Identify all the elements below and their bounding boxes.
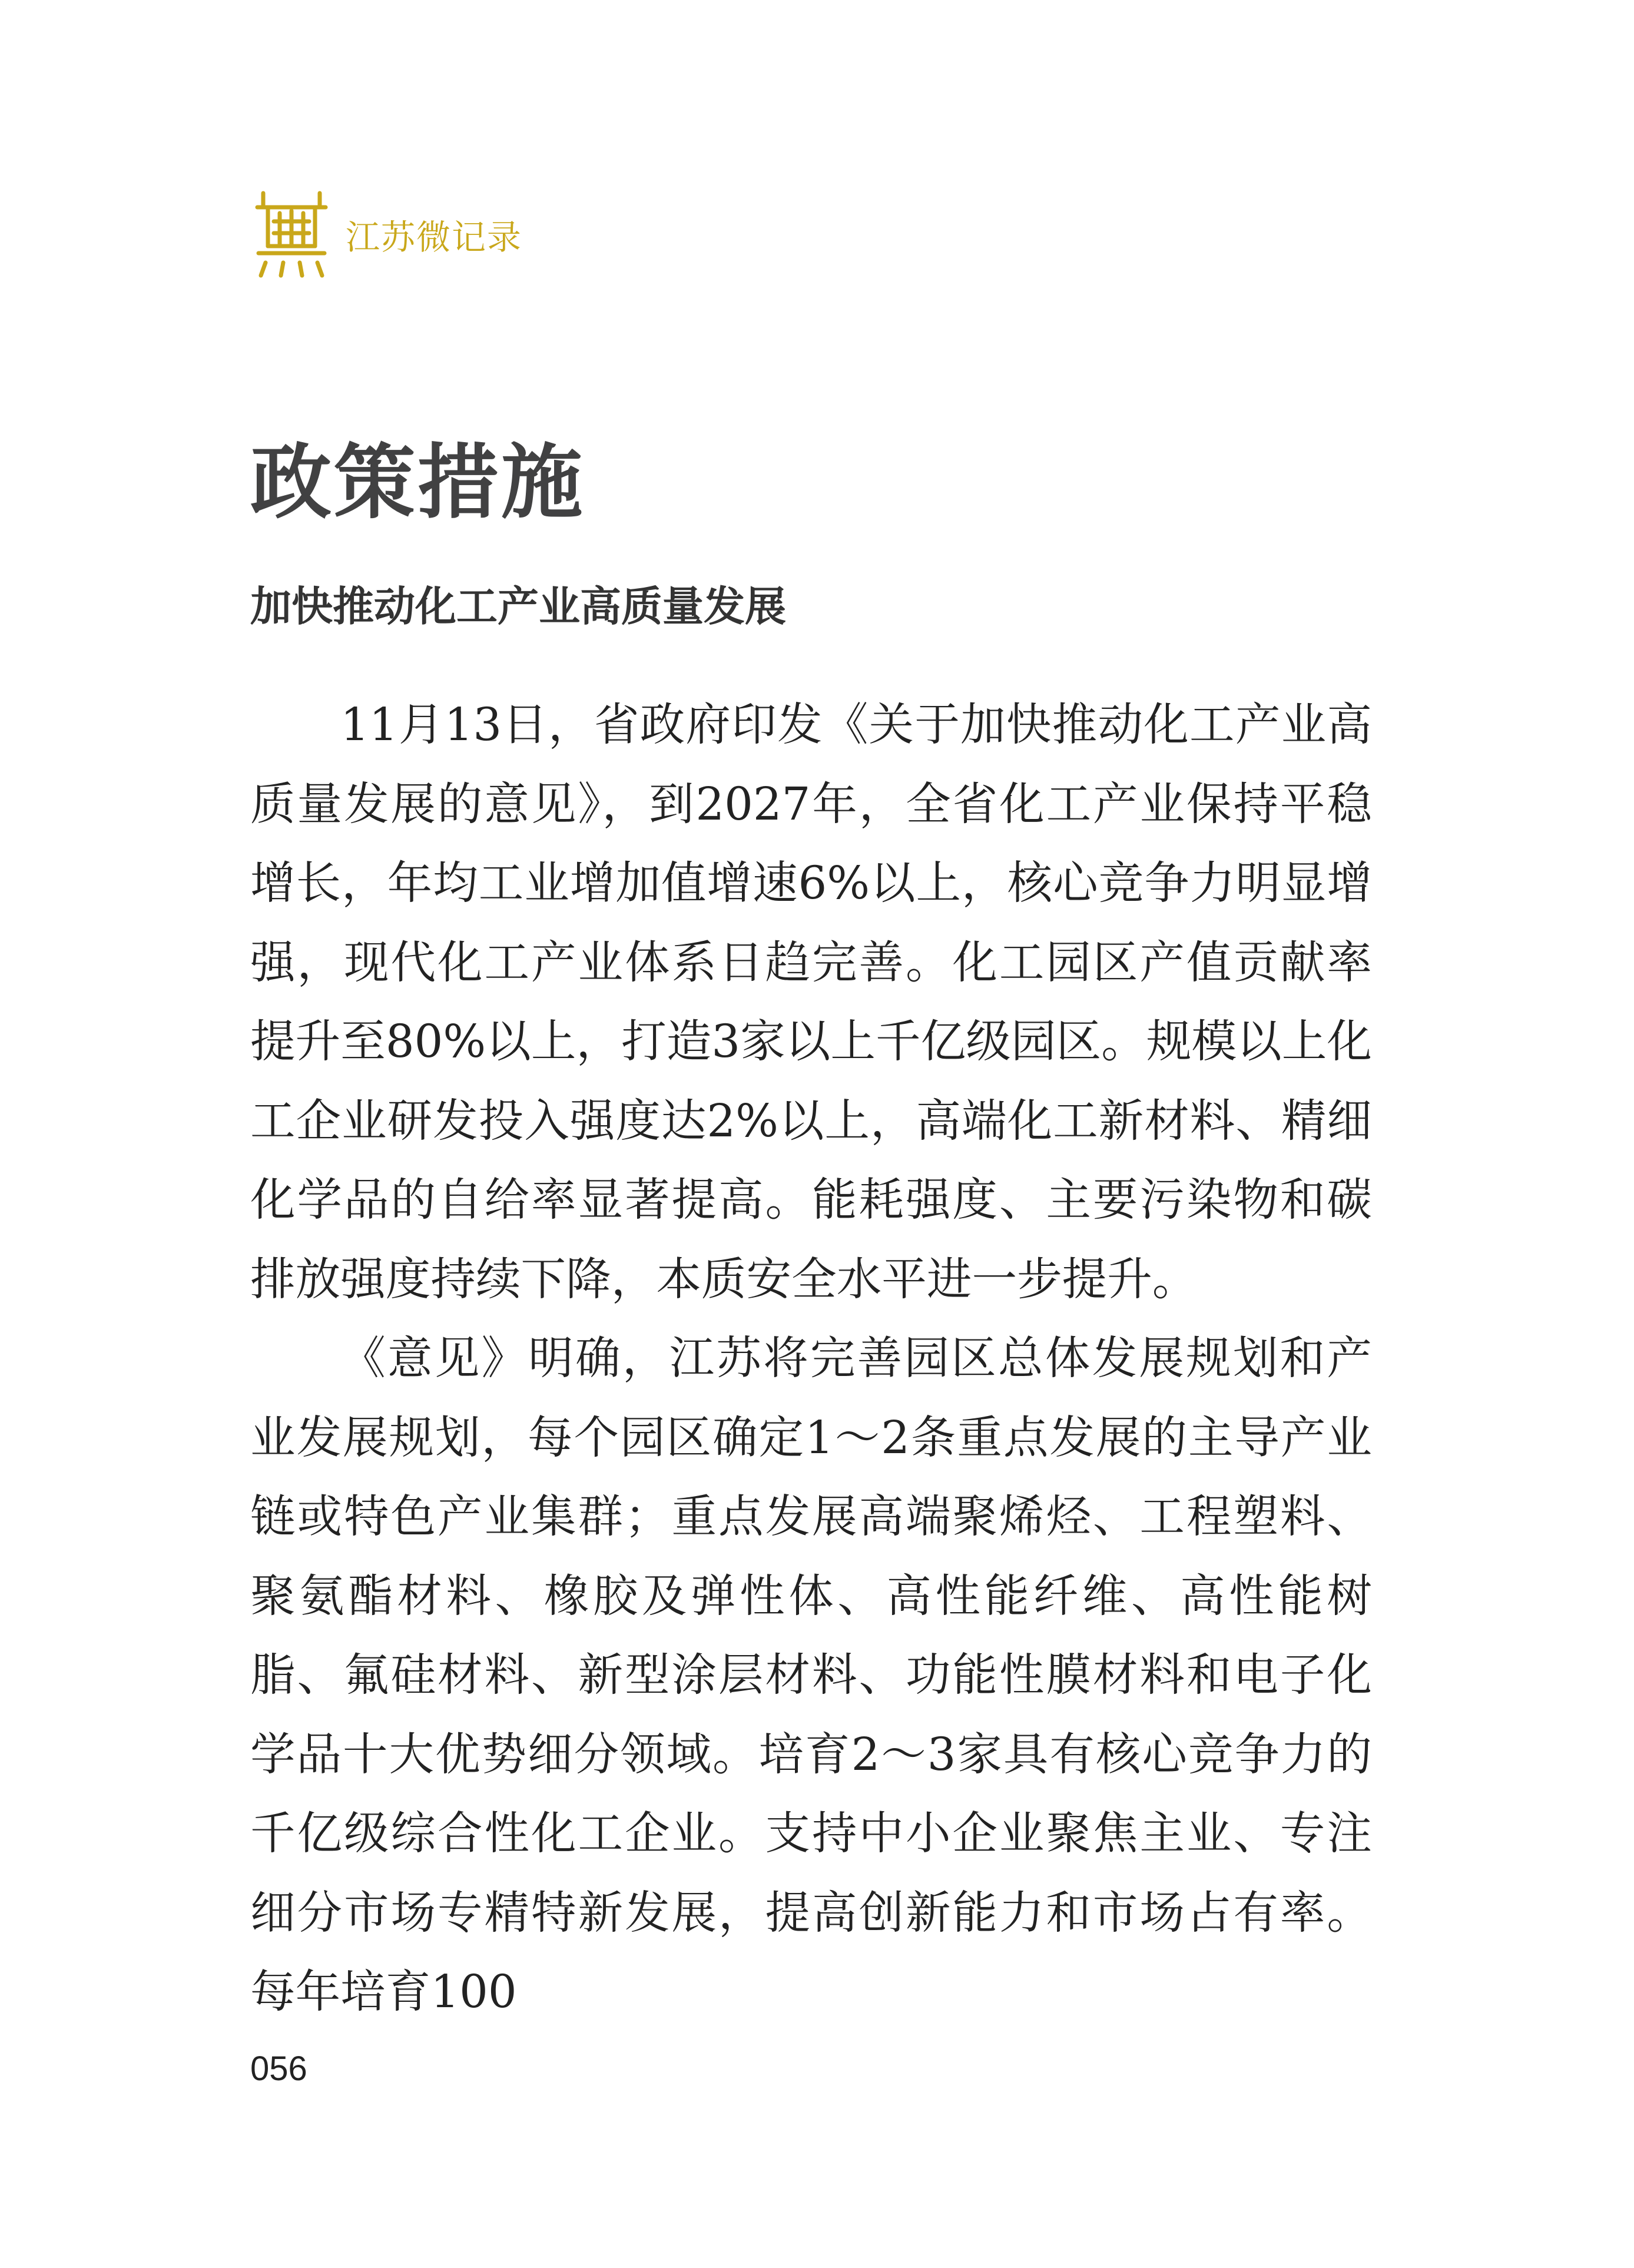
brand-name: 江苏微记录 bbox=[346, 217, 523, 257]
page-number: 056 bbox=[250, 2050, 307, 2088]
jiangsu-micro-record-logo-icon bbox=[250, 187, 333, 281]
header-brand bbox=[250, 187, 522, 281]
section-title: 政策措施 bbox=[250, 435, 585, 530]
paragraph: 《意见》明确，江苏将完善园区总体发展规划和产业发展规划，每个园区确定1～2条重点发展的主导产业链或特色产业集群；重点发展高端聚烯烃、工程塑料、聚氨酯材料、橡胶及弹性体、高性能纤维、高性能树脂、氟硅材料、新型涂层材料、功能性膜材料和电子化学品十大优势细分领域。培育2～3家具有核心竞争力的千亿级综合性化工企业。支持中小企业聚焦主业、专注细分市场专精特新发展，提高创新能力和市场占有率。每年培育100 bbox=[250, 1332, 1372, 2018]
paragraph: 11月13日，省政府印发《关于加快推动化工产业高质量发展的意见》，到2027年，全省化工产业保持平稳增长，年均工业增加值增速6%以上，核心竞争力明显增强，现代化工产业体系日趋完善。化工园区产值贡献率提升至80%以上，打造3家以上千亿级园区。规模以上化工企业研发投入强度达2%以上，高端化工新材料、精细化学品的自给率显著提高。能耗强度、主要污染物和碳排放强度持续下降，本质安全水平进一步提升。 bbox=[250, 699, 1372, 1306]
article-body bbox=[250, 686, 1372, 2032]
article-title: 加快推动化工产业高质量发展 bbox=[250, 582, 786, 631]
